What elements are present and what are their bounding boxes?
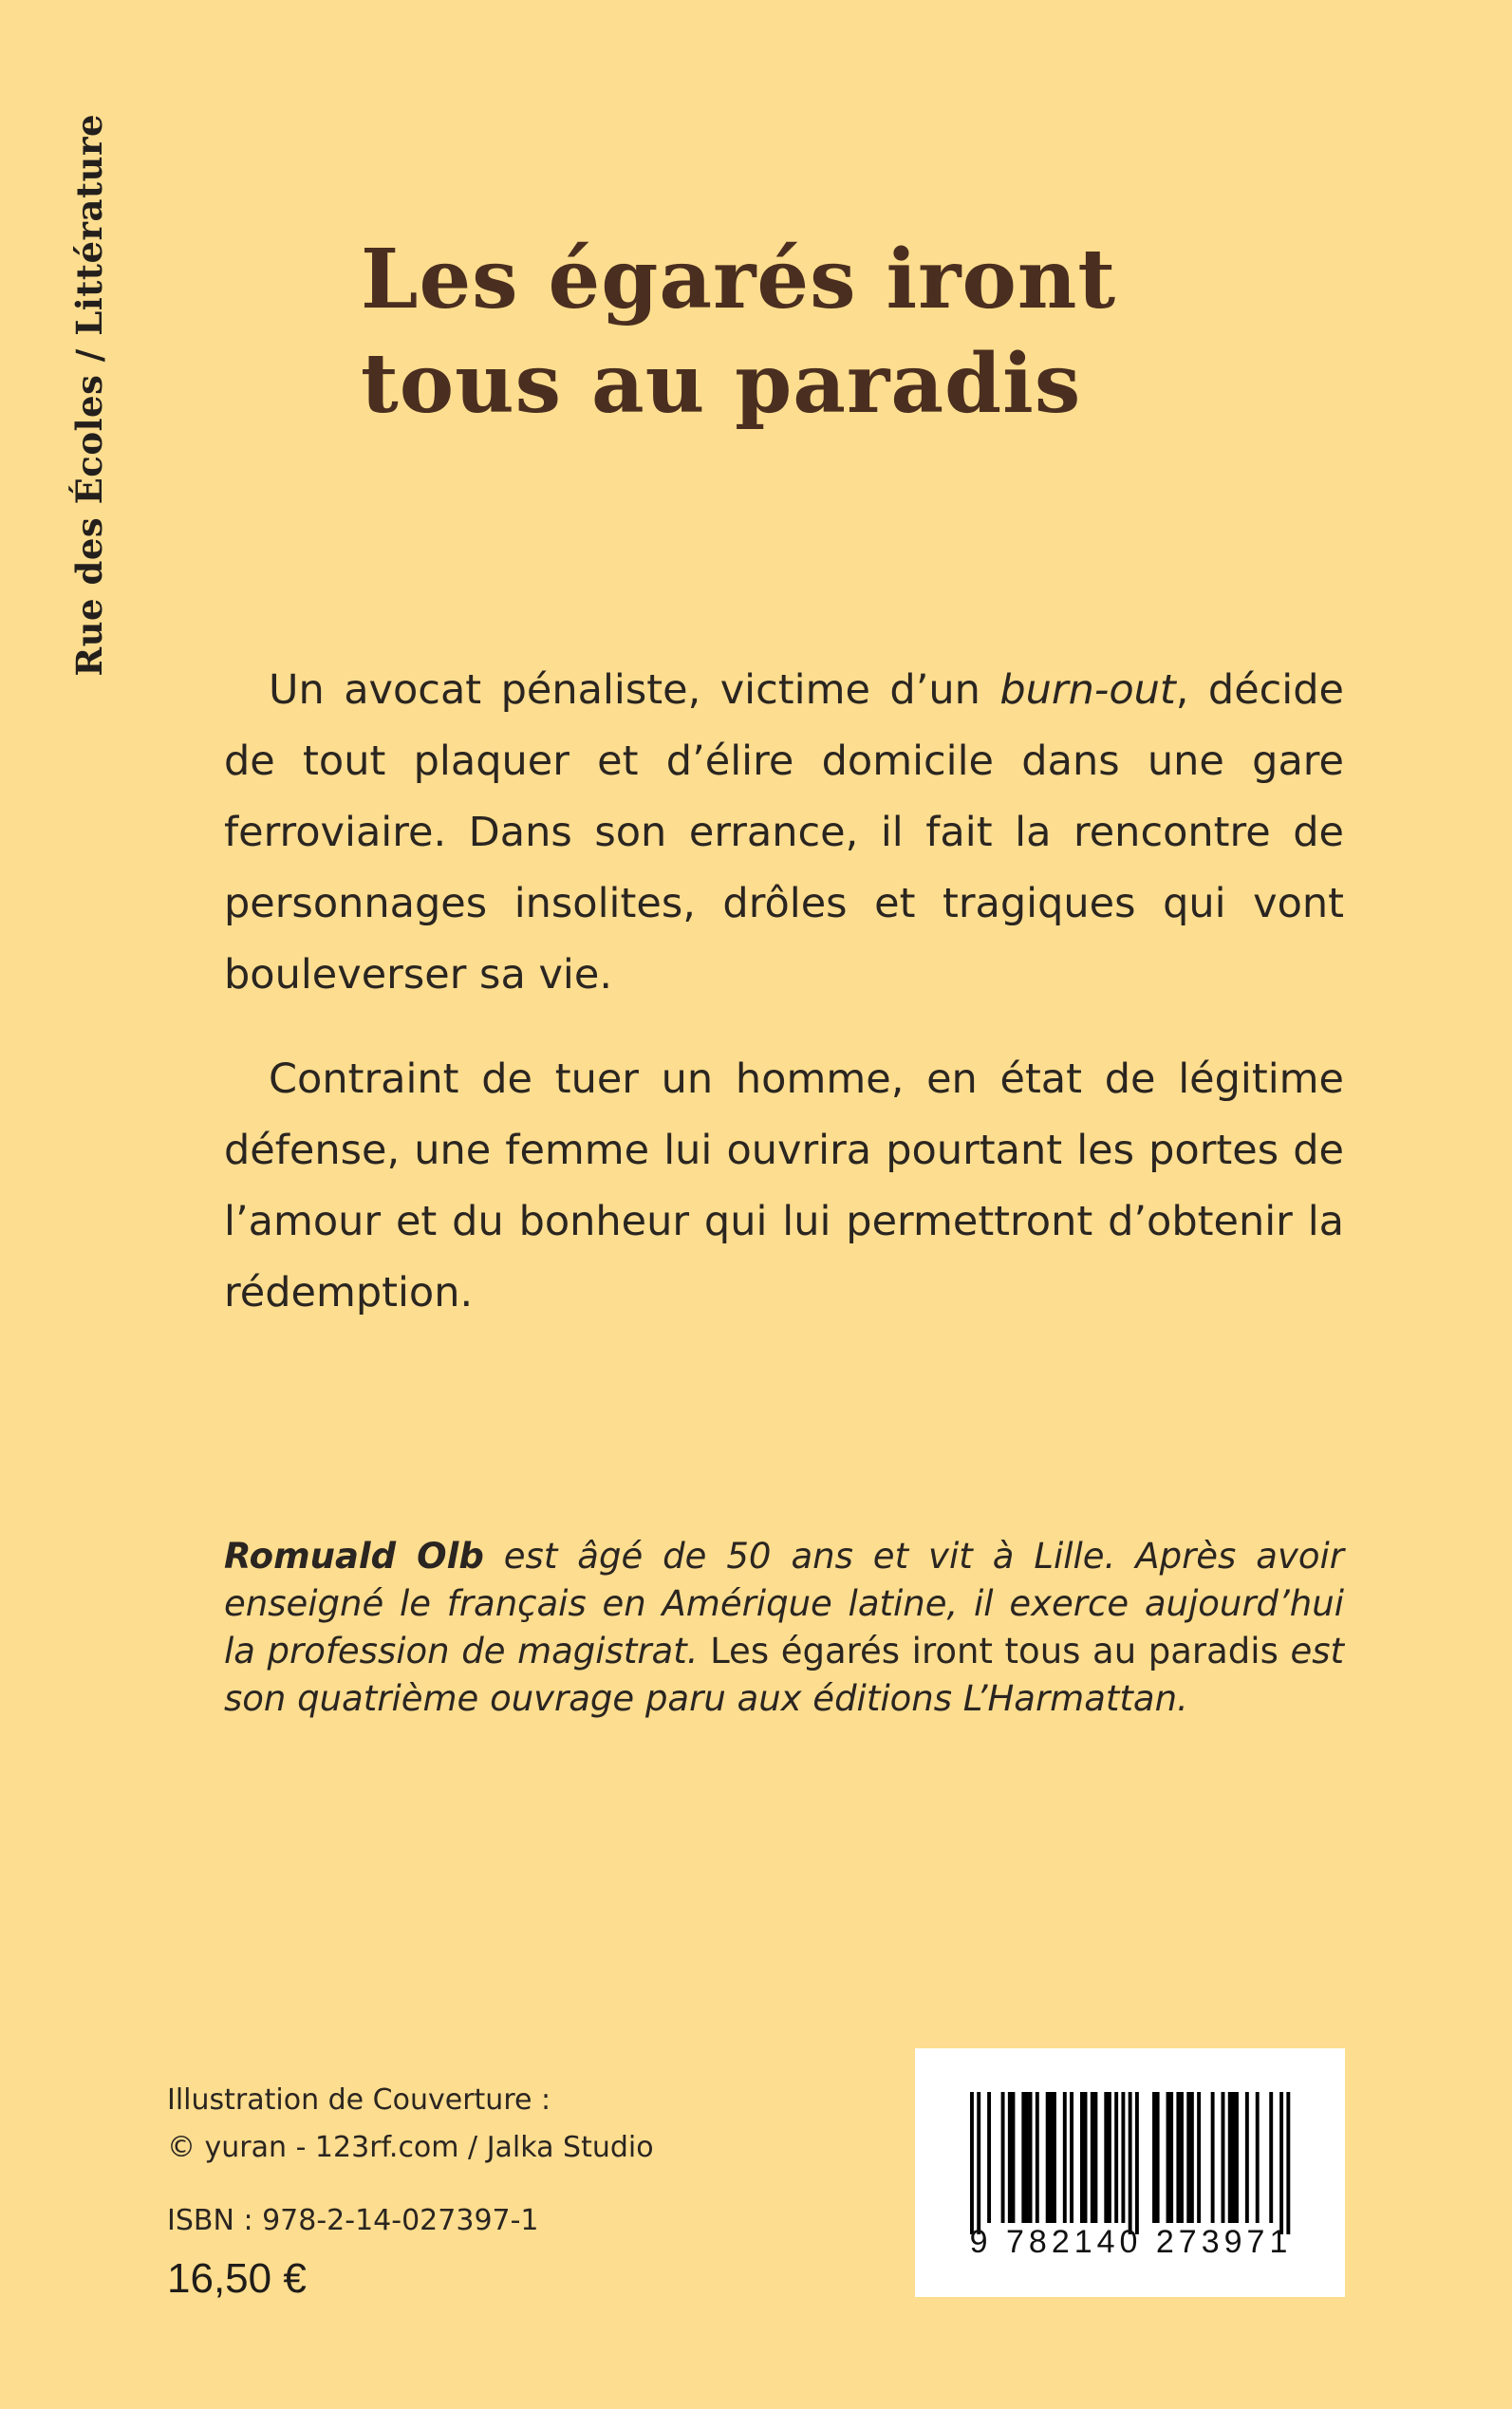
author-name: Romuald Olb [224, 1536, 484, 1577]
blurb-p1-emphasis: burn-out [999, 666, 1176, 714]
blurb-p1-text-end: , décide de tout plaquer et d’élire domicile dans une gare ferroviaire. Dans son errance, il fait la rencontre de personnages insolites, drôles et tragiques qui vont bouleverser sa vie. [224, 666, 1344, 999]
barcode-bar [1129, 2092, 1132, 2234]
barcode-bar [1231, 2092, 1235, 2223]
price: 16,50 € [167, 2255, 307, 2302]
barcode-bar [1046, 2092, 1050, 2223]
barcode-bar [1036, 2092, 1039, 2223]
illustration-credits [167, 2077, 831, 2172]
barcode-bar [1167, 2092, 1170, 2223]
author-bio [224, 1533, 1344, 1723]
barcode-bar [1029, 2092, 1033, 2223]
barcode-bar [1197, 2092, 1201, 2223]
credits-value: © yuran - 123rf.com / Jalka Studio [167, 2131, 654, 2164]
bio-text-1: est âgé de 50 ans et vit à Lille. Après avoir enseigné le français en Amérique latine, il exerce aujourd’hui la profession de magistrat. [224, 1536, 1344, 1671]
barcode-bar [1222, 2092, 1225, 2223]
barcode-bar [1269, 2092, 1273, 2223]
barcode-bar [1135, 2092, 1139, 2234]
barcode-bar [1084, 2092, 1088, 2223]
barcode-bar [1049, 2092, 1053, 2223]
barcode-bar [1211, 2092, 1215, 2223]
barcode-bar [1025, 2092, 1029, 2223]
barcode-bar [1235, 2092, 1239, 2223]
barcode-bar [1021, 2092, 1025, 2223]
barcode-bar [977, 2092, 980, 2234]
spine [66, 114, 114, 683]
barcode-bar [1190, 2092, 1194, 2223]
barcode-digits: 9 782140 273971 [969, 2224, 1293, 2260]
barcode-bar [1256, 2092, 1260, 2223]
blurb-paragraph-2: Contraint de tuer un homme, en état de légitime défense, une femme lui ouvrira pourtant les portes de l’amour et du bonheur qui lui permettront d’obtenir la rédemption. [224, 1055, 1344, 1317]
book-title [361, 228, 1310, 437]
barcode-bar [1169, 2092, 1173, 2223]
barcode-bar [1286, 2092, 1290, 2234]
barcode-bar [1104, 2092, 1108, 2223]
barcode-bar [1108, 2092, 1111, 2223]
barcode-bar [1228, 2092, 1232, 2223]
barcode-bar [1114, 2092, 1118, 2223]
barcode-bar [970, 2092, 974, 2234]
barcode-bar [1121, 2092, 1125, 2223]
barcode-bar [1063, 2092, 1067, 2223]
barcode-bar [1011, 2092, 1015, 2223]
barcode-bar [1070, 2092, 1073, 2223]
barcode-bar [1008, 2092, 1012, 2223]
barcode-bar [1152, 2092, 1156, 2223]
barcode-bar [987, 2092, 991, 2223]
barcode-bar [1279, 2092, 1283, 2234]
barcode-bar [1176, 2092, 1180, 2223]
title-line-1: Les égarés iront [361, 232, 1117, 327]
bio-book-title: Les égarés iront tous au paradis [710, 1631, 1279, 1671]
credits-label: Illustration de Couverture : [167, 2083, 551, 2117]
barcode-bar [1053, 2092, 1056, 2223]
barcode-bar [1093, 2092, 1097, 2223]
barcode-bar [1156, 2092, 1160, 2223]
barcode-bar [1186, 2092, 1190, 2223]
spine-collection-label: Rue des Écoles / Littérature [68, 114, 110, 677]
barcode-bar [1245, 2092, 1249, 2223]
barcode [915, 2048, 1345, 2297]
barcode-bar [1180, 2092, 1184, 2223]
blurb-p1-text-start: Un avocat pénaliste, victime d’un [269, 666, 1000, 714]
barcode-bar [1091, 2092, 1094, 2223]
blurb [224, 655, 1344, 1362]
isbn: ISBN : 978-2-14-027397-1 [167, 2204, 539, 2237]
blurb-paragraph-1 [224, 655, 1344, 1011]
bio-text-2: est son quatrième ouvrage paru aux éditions L’Harmattan. [224, 1631, 1344, 1719]
barcode-bar [1080, 2092, 1084, 2223]
barcode-bar [1001, 2092, 1005, 2223]
title-line-2: tous au paradis [361, 336, 1082, 432]
